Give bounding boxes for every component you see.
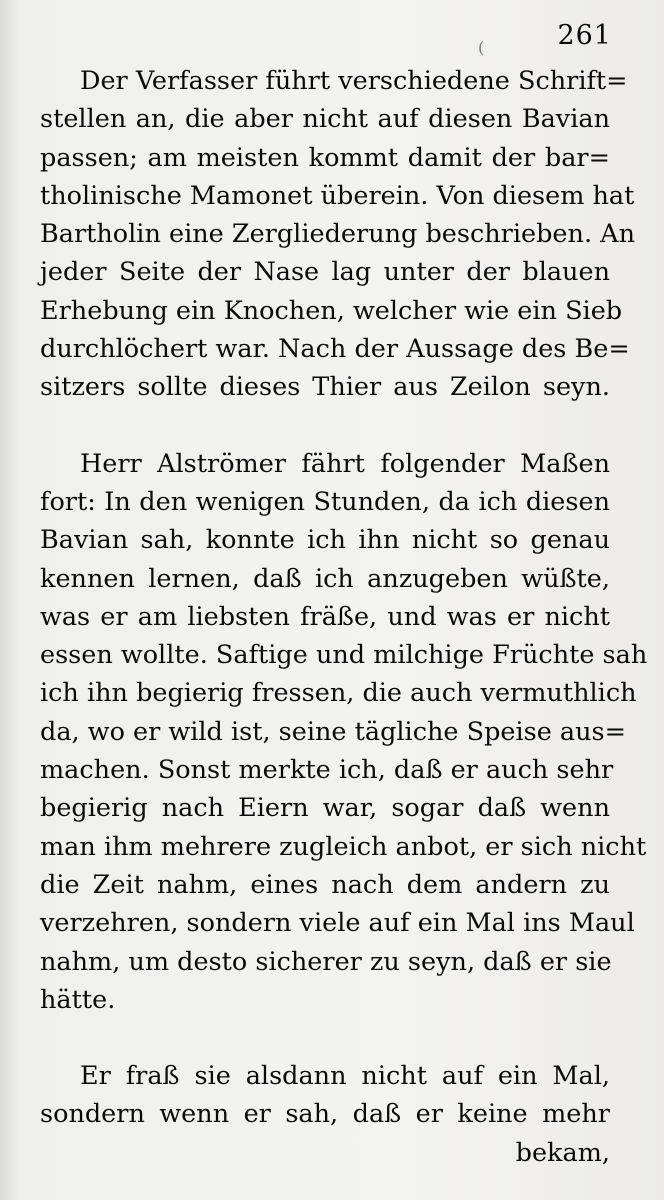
text-line: da, wo er wild ist, seine tägliche Speise aus= xyxy=(40,716,627,747)
text-line: Bavian sah, konnte ich ihn nicht so genau xyxy=(40,525,610,556)
page-number: 261 xyxy=(557,20,612,51)
text-line: ich ihn begierig fressen, die auch vermuthlich xyxy=(40,678,637,709)
text-line: was er am liebsten fräße, und was er nicht xyxy=(40,601,610,632)
text-line: verzehren, sondern viele auf ein Mal ins Maul xyxy=(40,908,635,939)
text-line: man ihm mehrere zugleich anbot, er sich nicht xyxy=(40,831,647,862)
text-line: jeder Seite der Nase lag unter der blauen xyxy=(40,257,610,288)
text-line: tholinische Mamonet überein. Von diesem hat xyxy=(40,180,635,211)
text-line: kennen lernen, daß ich anzugeben wüßte, xyxy=(40,563,610,594)
paragraph-1 xyxy=(40,62,635,407)
text-line: passen; am meisten kommt damit der bar= xyxy=(40,142,610,173)
text-line: sondern wenn er sah, daß er keine mehr xyxy=(40,1099,610,1130)
text-line: hätte. xyxy=(40,984,116,1015)
text-line: nahm, um desto sicherer zu seyn, daß er sie xyxy=(40,946,612,977)
text-line: durchlöchert war. Nach der Aussage des Be= xyxy=(40,334,630,365)
text-line: machen. Sonst merkte ich, daß er auch sehr xyxy=(40,755,614,786)
text-line: die Zeit nahm, eines nach dem andern zu xyxy=(40,869,610,900)
stray-mark: ( xyxy=(478,38,485,57)
paragraph-gap xyxy=(40,407,610,445)
paragraph-2 xyxy=(40,445,648,1019)
text-line: Der Verfasser führt verschiedene Schrift= xyxy=(80,66,628,96)
text-line: fort: In den wenigen Stunden, da ich diesen xyxy=(40,486,610,517)
text-line: essen wollte. Saftige und milchige Früchte sah xyxy=(40,640,648,671)
text-line: Erhebung ein Knochen, welcher wie ein Sieb xyxy=(40,295,623,326)
text-line: sitzers sollte dieses Thier aus Zeilon seyn. xyxy=(40,372,610,403)
text-line: stellen an, die aber nicht auf diesen Bavian xyxy=(40,104,610,135)
text-line: Bartholin eine Zergliederung beschrieben. An xyxy=(40,219,635,250)
text-line: Er fraß sie alsdann nicht auf ein Mal, xyxy=(80,1061,610,1092)
catchword: bekam, xyxy=(515,1137,610,1168)
text-line: begierig nach Eiern war, sogar daß wenn xyxy=(40,793,610,824)
text-line: Herr Alströmer fährt folgender Maßen xyxy=(80,448,610,479)
paragraph-3 xyxy=(40,1057,610,1172)
body-text xyxy=(40,62,648,1172)
paragraph-gap xyxy=(40,1019,610,1057)
